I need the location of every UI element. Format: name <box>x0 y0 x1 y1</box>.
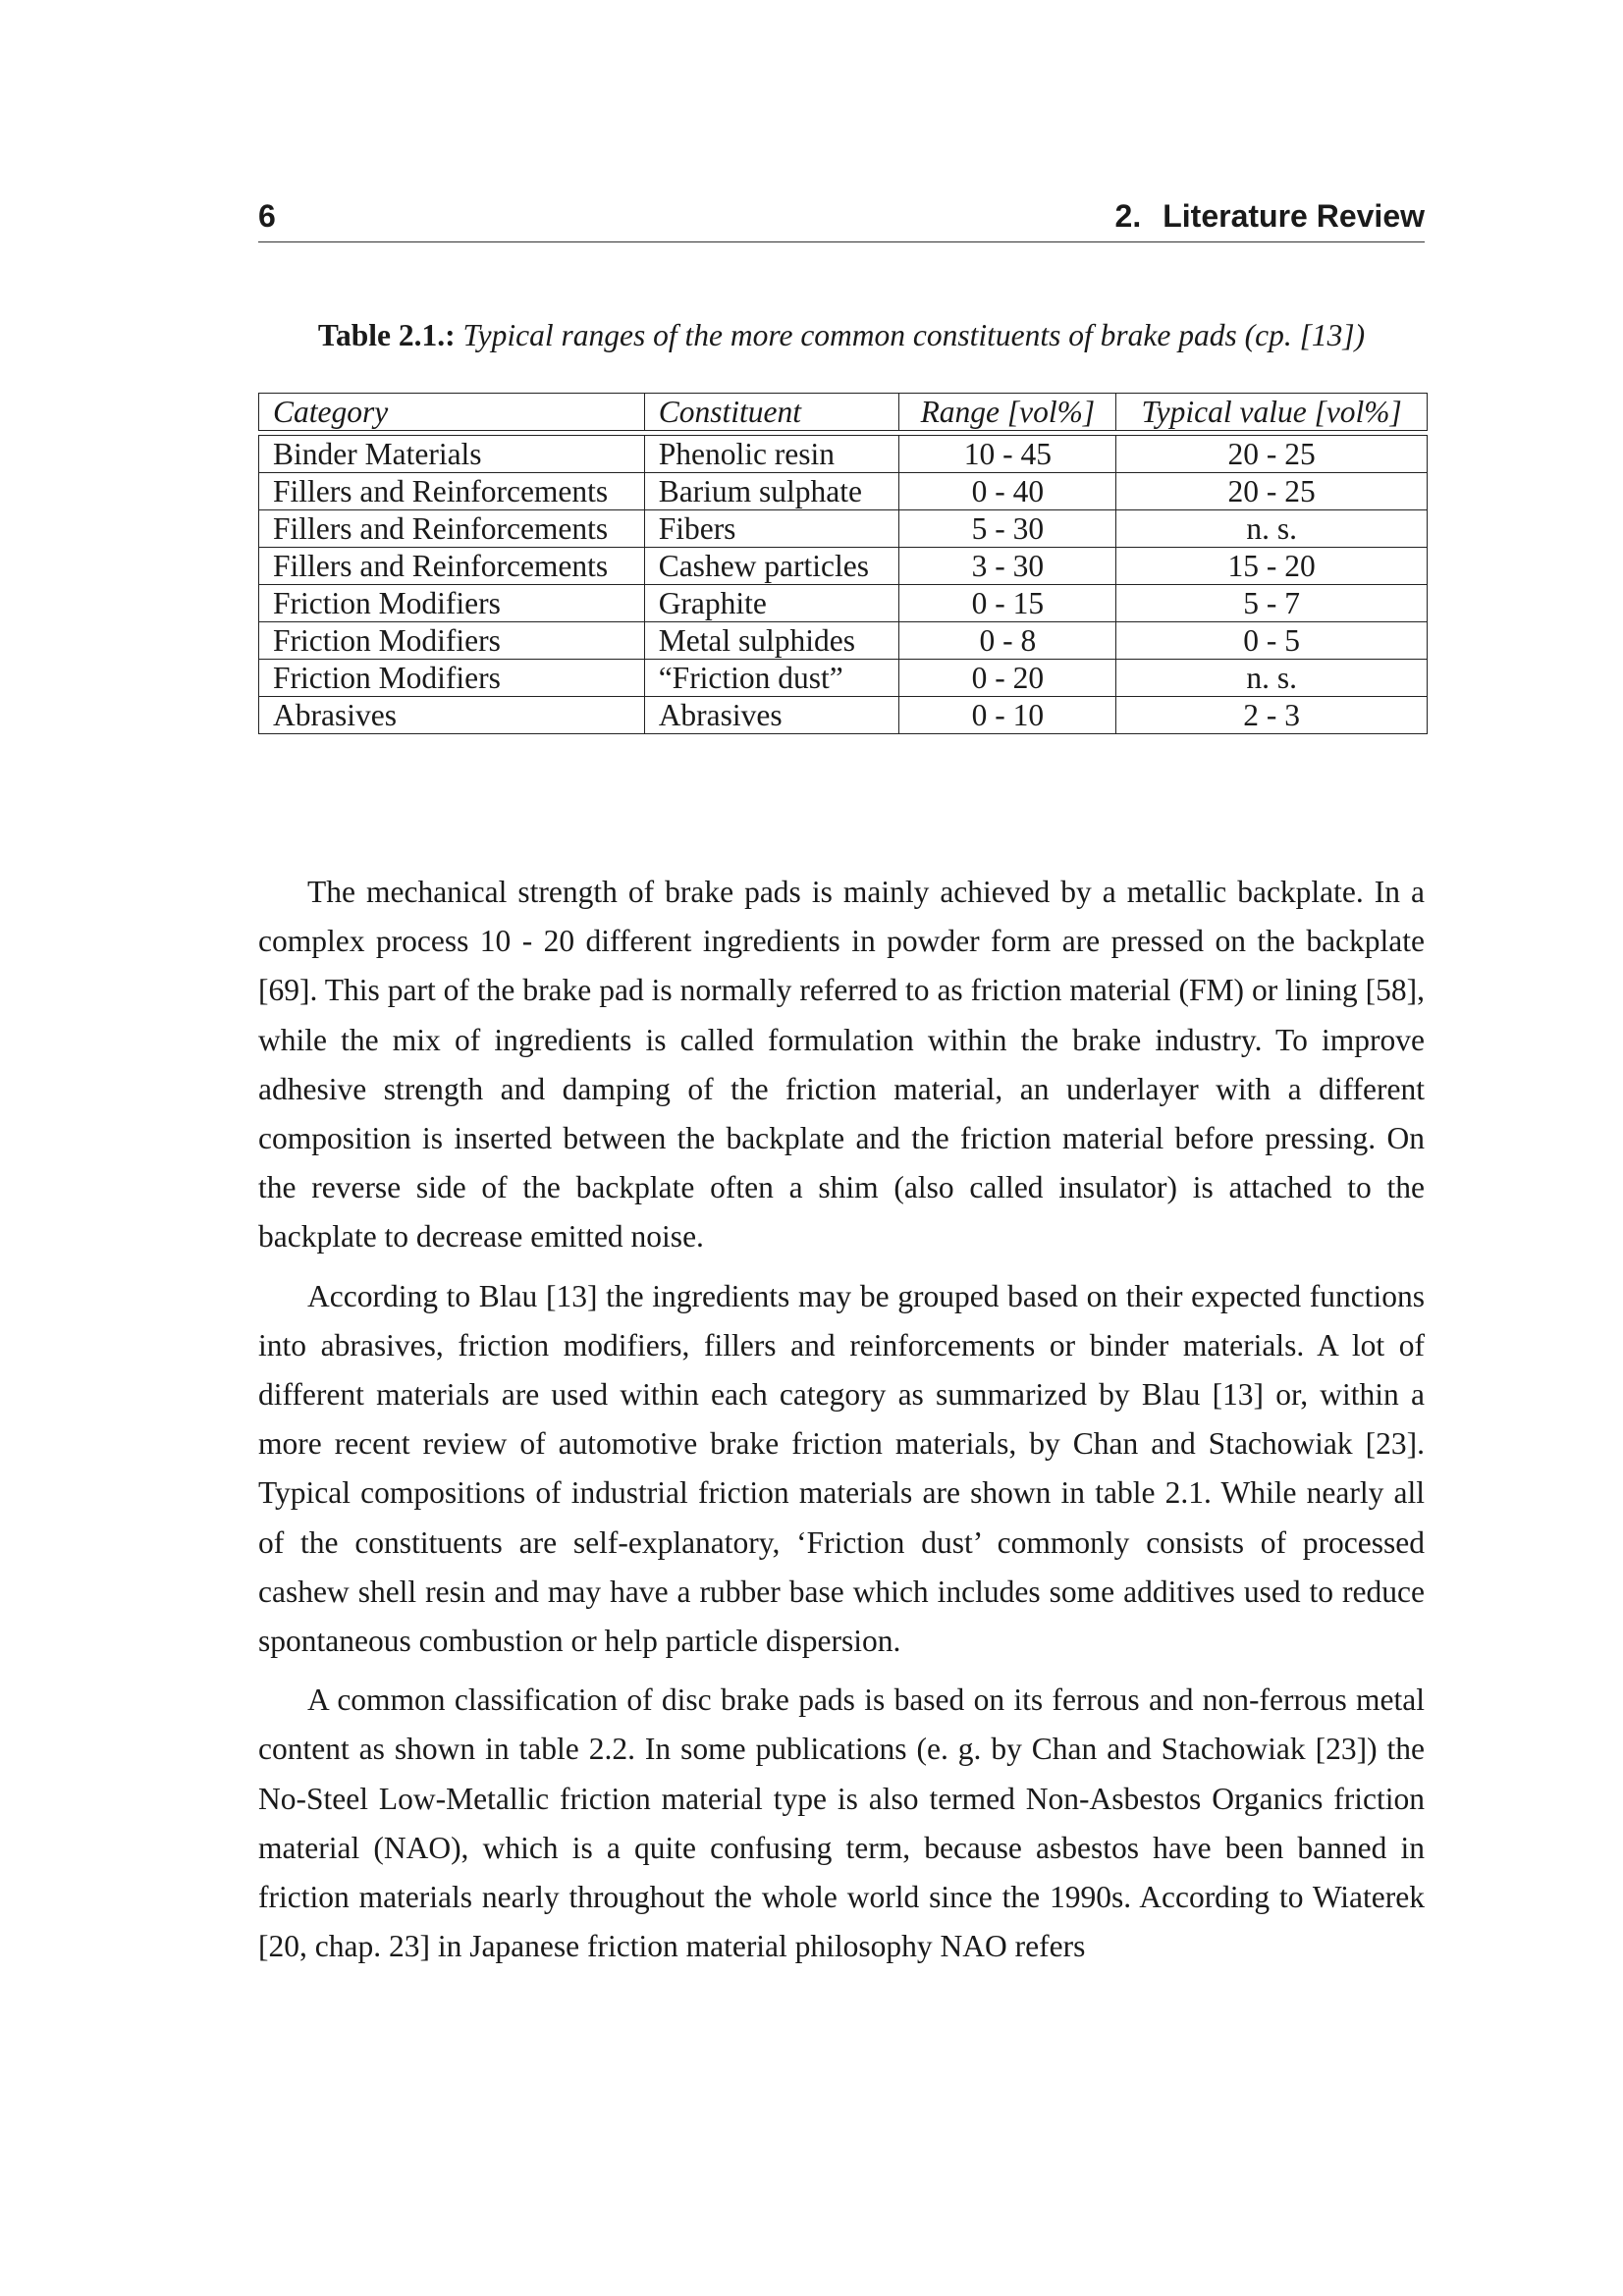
cell-constituent: Cashew particles <box>644 548 899 585</box>
chapter-number: 2. <box>1114 198 1142 234</box>
table-row <box>258 697 1428 734</box>
cell-constituent: Abrasives <box>644 697 899 734</box>
constituents-table <box>258 393 1428 734</box>
chapter-heading <box>1115 196 1425 236</box>
cell-constituent: Graphite <box>644 585 899 622</box>
table-row <box>258 473 1428 510</box>
cell-category: Fillers and Reinforcements <box>258 510 644 548</box>
cell-typical-value: n. s. <box>1115 510 1428 548</box>
table-row <box>258 548 1428 585</box>
table-caption-text: Typical ranges of the more common constituents of brake pads (cp. [13]) <box>462 318 1366 352</box>
table-row <box>258 660 1428 697</box>
column-header-category: Category <box>258 393 644 431</box>
table-row <box>258 585 1428 622</box>
cell-constituent: Phenolic resin <box>644 435 899 473</box>
cell-range: 0 - 8 <box>898 622 1115 660</box>
cell-category: Friction Modifiers <box>258 585 644 622</box>
cell-category: Abrasives <box>258 697 644 734</box>
paragraph: The mechanical strength of brake pads is mainly achieved by a metallic backplate. In a complex process 10 - 20 different ingredients in powder form are pressed on the backplate [69]. This part of the brake pad is normally referred to as friction material (FM) or lining [58], while the mix of ingredients is called formulation within the brake industry. To improve adhesive strength and damping of the friction material, an underlayer with a different composition is inserted between the backplate and the friction material before pressing. On the reverse side of the backplate often a shim (also called insulator) is attached to the backplate to decrease emitted noise. <box>258 875 1425 1255</box>
cell-typical-value: 20 - 25 <box>1115 435 1428 473</box>
table-row <box>258 510 1428 548</box>
column-header-typical-value: Typical value [vol%] <box>1115 393 1428 431</box>
cell-typical-value: 2 - 3 <box>1115 697 1428 734</box>
cell-typical-value: 15 - 20 <box>1115 548 1428 585</box>
cell-category: Fillers and Reinforcements <box>258 473 644 510</box>
cell-typical-value: 5 - 7 <box>1115 585 1428 622</box>
body-text <box>258 868 1425 1981</box>
column-header-range: Range [vol%] <box>898 393 1115 431</box>
paragraph: According to Blau [13] the ingredients may be grouped based on their expected functions into abrasives, friction modifiers, fillers and reinforcements or binder materials. A lot of different materials are used within each category as summarized by Blau [13] or, within a more recent review of automotive brake friction materials, by Chan and Stachowiak [23]. Typical compositions of industrial friction materials are shown in table 2.1. While nearly all of the constituents are self-explanatory, ‘Friction dust’ commonly consists of processed cashew shell resin and may have a rubber base which includes some additives used to reduce spontaneous combustion or help particle dispersion. <box>258 1278 1425 1659</box>
cell-typical-value: 0 - 5 <box>1115 622 1428 660</box>
cell-category: Friction Modifiers <box>258 622 644 660</box>
cell-category: Fillers and Reinforcements <box>258 548 644 585</box>
paragraph: A common classification of disc brake pads is based on its ferrous and non-ferrous metal content as shown in table 2.2. In some publications (e. g. by Chan and Stachowiak [23]) the No-Steel Low-Metallic friction material type is also termed Non-Asbestos Organics friction material (NAO), which is a quite confusing term, because asbestos have been banned in friction materials nearly throughout the whole world since the 1990s. According to Wiaterek [20, chap. 23] in Japanese friction material philosophy NAO refers <box>258 1682 1425 1964</box>
table-caption <box>258 316 1425 355</box>
cell-range: 0 - 40 <box>898 473 1115 510</box>
cell-range: 0 - 15 <box>898 585 1115 622</box>
cell-category: Friction Modifiers <box>258 660 644 697</box>
chapter-title: Literature Review <box>1163 198 1425 234</box>
table-caption-label: Table 2.1.: <box>317 318 456 352</box>
cell-range: 0 - 20 <box>898 660 1115 697</box>
cell-range: 10 - 45 <box>898 435 1115 473</box>
cell-typical-value: 20 - 25 <box>1115 473 1428 510</box>
cell-range: 5 - 30 <box>898 510 1115 548</box>
cell-constituent: “Friction dust” <box>644 660 899 697</box>
table-row <box>258 435 1428 473</box>
cell-range: 3 - 30 <box>898 548 1115 585</box>
page-number: 6 <box>258 198 276 234</box>
cell-constituent: Barium sulphate <box>644 473 899 510</box>
cell-constituent: Metal sulphides <box>644 622 899 660</box>
table-row <box>258 622 1428 660</box>
column-header-constituent: Constituent <box>644 393 899 431</box>
cell-range: 0 - 10 <box>898 697 1115 734</box>
cell-category: Binder Materials <box>258 435 644 473</box>
table-header-row <box>258 393 1428 431</box>
running-header <box>258 196 1425 242</box>
cell-constituent: Fibers <box>644 510 899 548</box>
cell-typical-value: n. s. <box>1115 660 1428 697</box>
